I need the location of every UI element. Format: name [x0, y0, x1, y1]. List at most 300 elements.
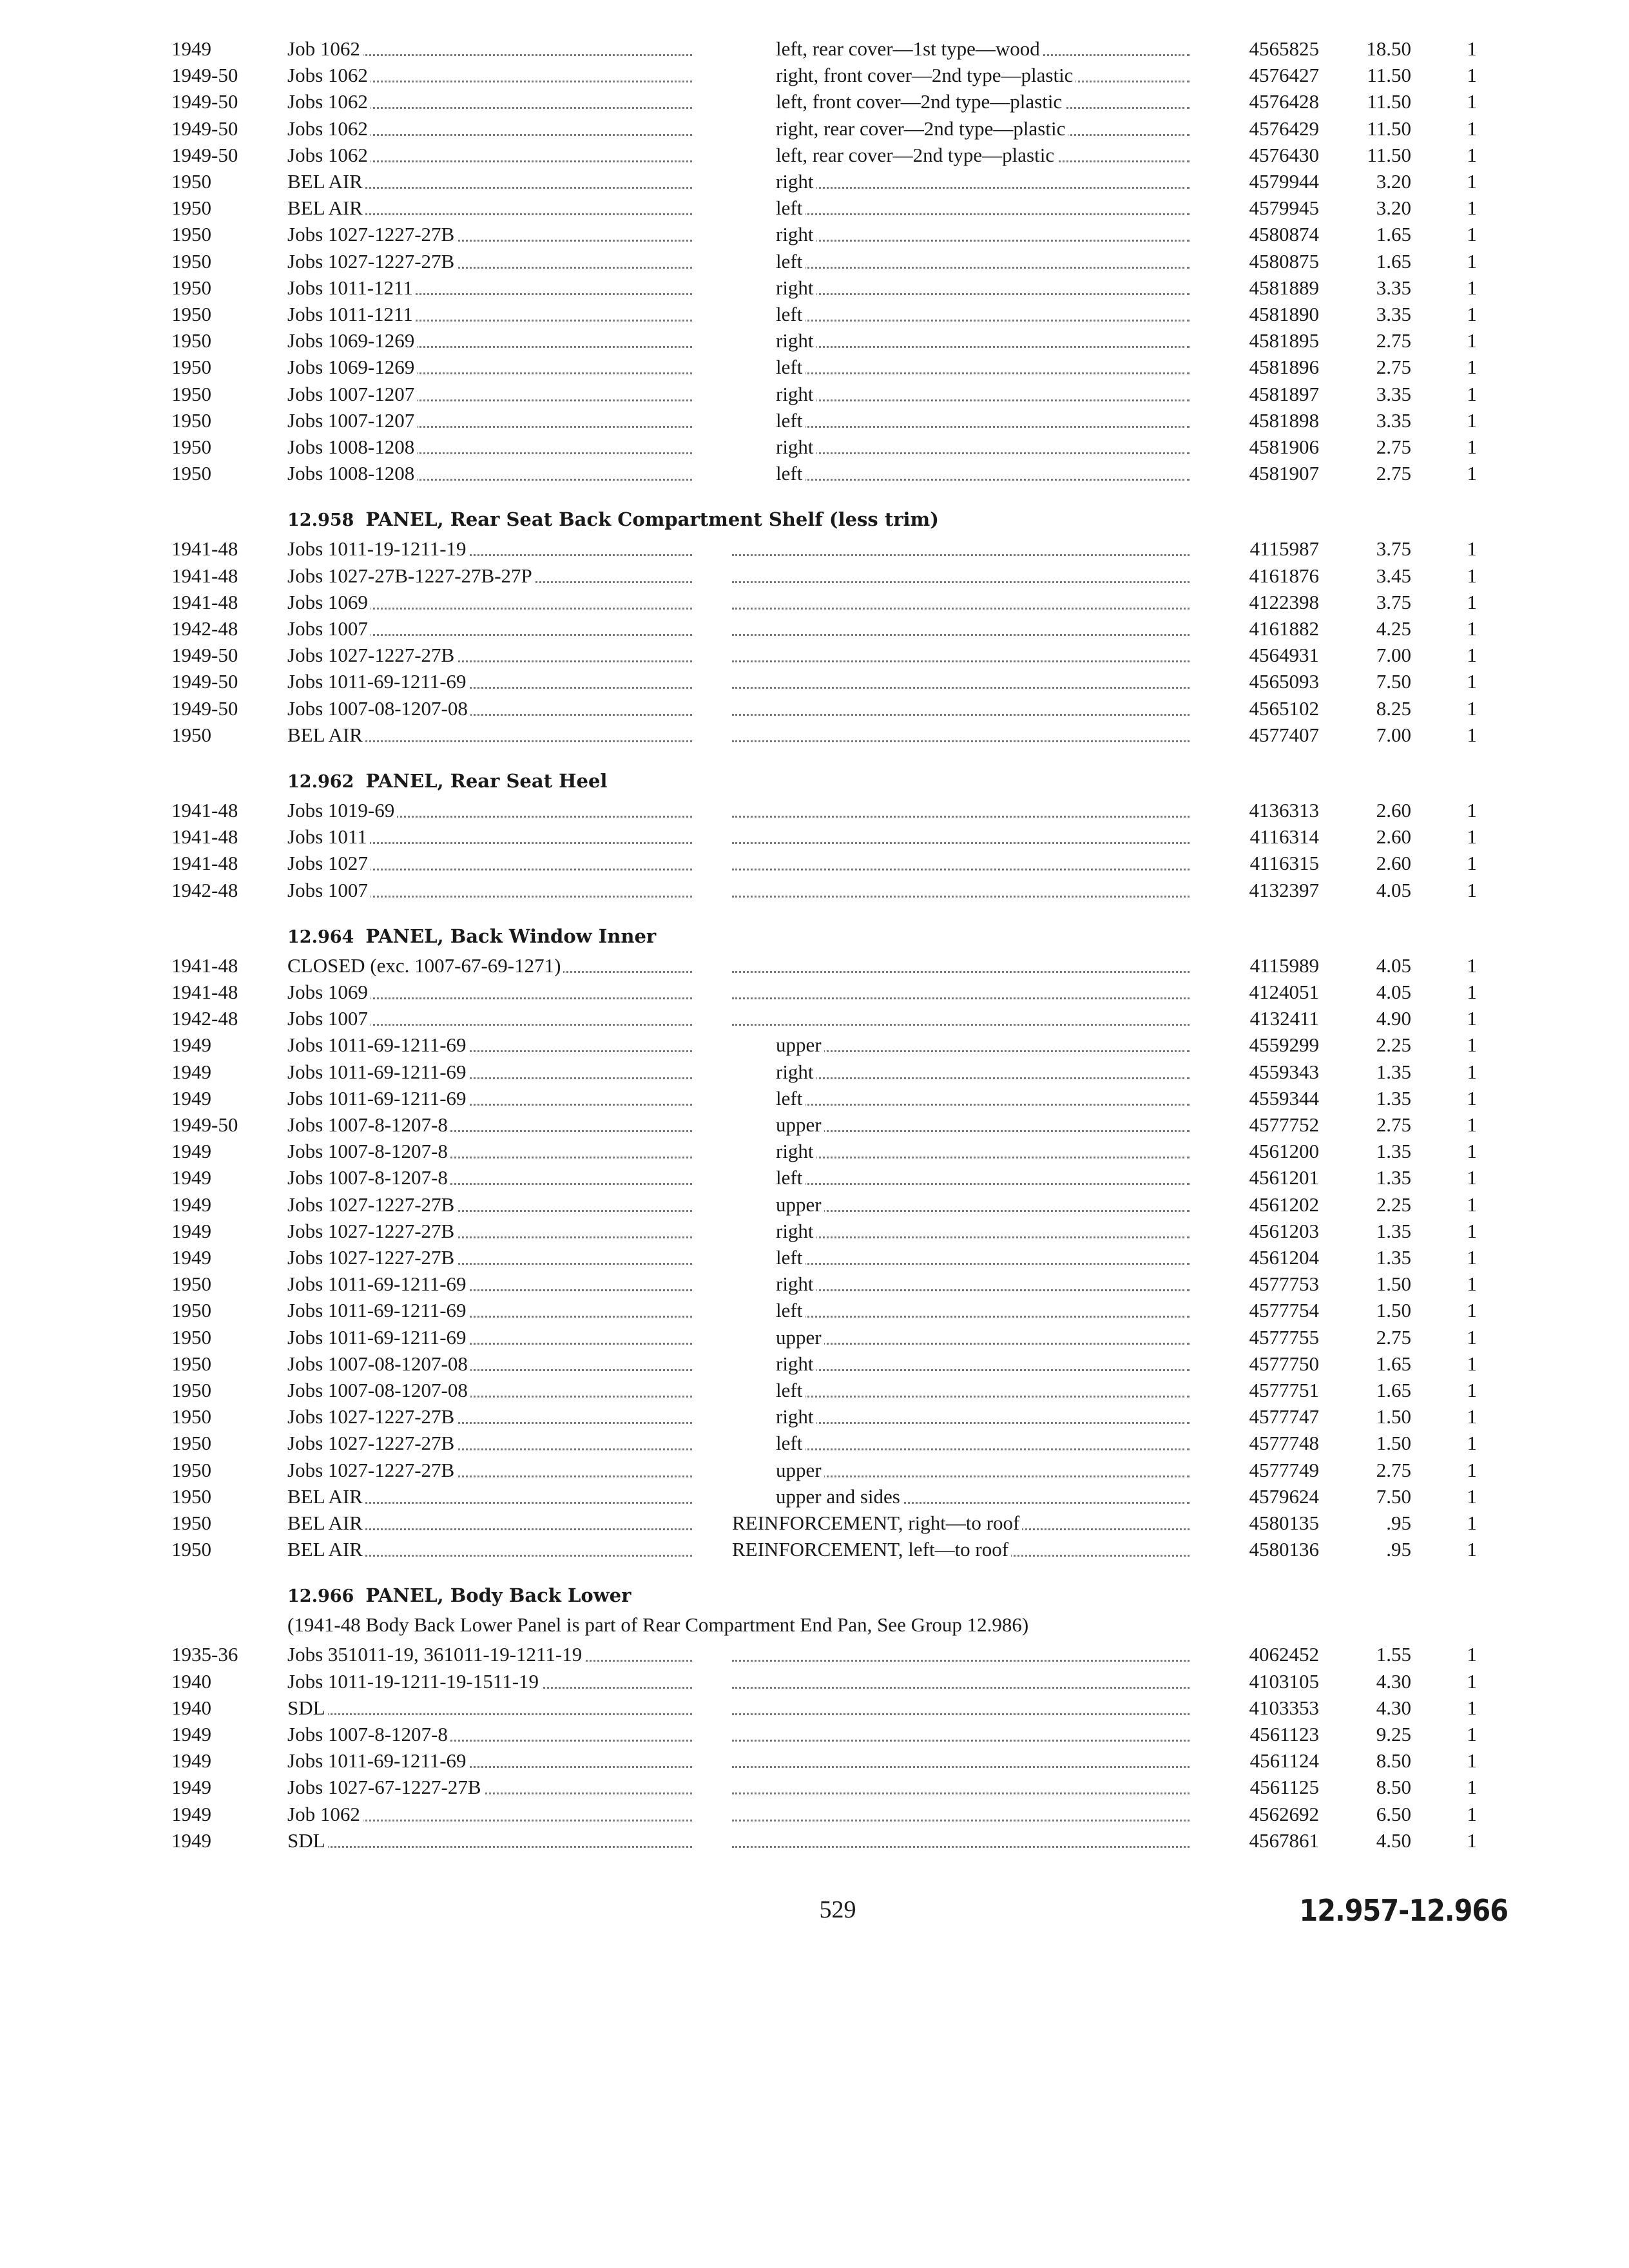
leader-dots — [776, 240, 1190, 242]
part-number-cell: 4062452 — [1249, 1643, 1319, 1666]
description-text: right — [776, 1140, 816, 1162]
quantity-cell: 1 — [1467, 1086, 1477, 1110]
table-row — [0, 1086, 1629, 1111]
price-cell: 1.55 — [1376, 1643, 1411, 1666]
job-text: Jobs 1062 — [287, 64, 371, 86]
quantity-cell: 1 — [1467, 1829, 1477, 1852]
quantity-cell: 1 — [1467, 1643, 1477, 1666]
price-cell: 1.65 — [1376, 1352, 1411, 1375]
part-number-cell: 4577755 — [1249, 1325, 1319, 1349]
quantity-cell: 1 — [1467, 143, 1477, 166]
table-row — [0, 1218, 1629, 1244]
price-cell: 7.50 — [1376, 1485, 1411, 1508]
part-number-cell: 4577749 — [1249, 1458, 1319, 1481]
part-number-cell: 4581895 — [1249, 329, 1319, 352]
price-cell: 3.35 — [1376, 382, 1411, 405]
job-cell — [287, 408, 699, 434]
description-cell — [776, 249, 1196, 274]
year-cell: 1950 — [171, 1485, 211, 1508]
job-cell — [287, 381, 699, 407]
year-cell: 1949 — [171, 1829, 211, 1852]
job-text: Jobs 1062 — [287, 144, 371, 166]
quantity-cell: 1 — [1467, 90, 1477, 113]
year-cell: 1950 — [171, 408, 211, 432]
table-row — [0, 1006, 1629, 1032]
table-row — [0, 1325, 1629, 1350]
part-number-cell: 4116314 — [1249, 825, 1319, 849]
description-cell — [732, 1748, 1196, 1774]
price-cell: 1.35 — [1376, 1166, 1411, 1189]
quantity-cell: 1 — [1467, 117, 1477, 140]
description-text: left, rear cover—1st type—wood — [776, 37, 1043, 60]
price-cell: 8.50 — [1376, 1776, 1411, 1799]
description-cell — [776, 36, 1196, 62]
year-cell: 1949-50 — [171, 90, 238, 113]
job-text: Jobs 1008-1208 — [287, 462, 417, 485]
year-cell: 1941-48 — [171, 590, 238, 613]
part-number-cell: 4580875 — [1249, 249, 1319, 273]
quantity-cell: 1 — [1467, 723, 1477, 746]
description-text: REINFORCEMENT, right—to roof — [732, 1512, 1022, 1534]
year-cell: 1950 — [171, 249, 211, 273]
description-cell — [776, 1139, 1196, 1164]
job-text: Jobs 1007-08-1207-08 — [287, 697, 470, 720]
table-row — [0, 1748, 1629, 1774]
part-number-cell: 4562692 — [1249, 1802, 1319, 1825]
year-cell: 1949 — [171, 1060, 211, 1083]
description-text: left — [776, 250, 805, 273]
leader-dots — [732, 896, 1190, 898]
part-number-cell: 4576428 — [1249, 90, 1319, 113]
description-cell — [776, 1430, 1196, 1456]
leader-dots — [287, 1713, 692, 1715]
job-cell — [287, 1192, 699, 1218]
price-cell: 3.45 — [1376, 564, 1411, 587]
year-cell: 1941-48 — [171, 564, 238, 587]
quantity-cell: 1 — [1467, 1299, 1477, 1322]
part-number-cell: 4577747 — [1249, 1405, 1319, 1428]
table-row — [0, 1457, 1629, 1483]
table-row — [0, 434, 1629, 460]
description-cell — [732, 850, 1196, 876]
year-cell: 1950 — [171, 1299, 211, 1322]
price-cell: 3.75 — [1376, 590, 1411, 613]
table-row — [0, 1642, 1629, 1667]
part-number-cell: 4581897 — [1249, 382, 1319, 405]
job-text: Jobs 1011-1211 — [287, 303, 416, 325]
leader-dots — [776, 452, 1190, 454]
job-text: Jobs 1007-08-1207-08 — [287, 1379, 470, 1401]
job-cell — [287, 1828, 699, 1854]
table-row — [0, 642, 1629, 668]
year-cell: 1949 — [171, 1193, 211, 1216]
job-cell — [287, 195, 699, 221]
job-text: Jobs 351011-19, 361011-19-1211-19 — [287, 1643, 584, 1666]
price-cell: .95 — [1386, 1538, 1411, 1561]
quantity-cell: 1 — [1467, 1219, 1477, 1242]
part-number-cell: 4561200 — [1249, 1140, 1319, 1163]
part-number-cell: 4561123 — [1249, 1723, 1319, 1745]
year-cell: 1950 — [171, 303, 211, 325]
section-title: PANEL, Rear Seat Back Compartment Shelf (less trim) — [365, 508, 939, 531]
description-cell — [776, 195, 1196, 221]
description-cell — [776, 1271, 1196, 1297]
part-number-cell: 4132397 — [1249, 878, 1319, 901]
description-cell — [776, 328, 1196, 354]
leader-dots — [732, 816, 1190, 818]
year-cell: 1949 — [171, 1776, 211, 1799]
leader-dots — [776, 1448, 1190, 1450]
description-cell — [776, 1032, 1196, 1058]
quantity-cell: 1 — [1467, 1325, 1477, 1349]
part-number-cell: 4581896 — [1249, 356, 1319, 379]
part-number-cell: 4580136 — [1249, 1538, 1319, 1561]
quantity-cell: 1 — [1467, 1723, 1477, 1745]
price-cell: 4.50 — [1376, 1829, 1411, 1852]
part-number-cell: 4559299 — [1249, 1033, 1319, 1057]
price-cell: 3.20 — [1376, 170, 1411, 193]
job-cell — [287, 979, 699, 1005]
leader-dots — [776, 1050, 1190, 1052]
part-number-cell: 4561203 — [1249, 1219, 1319, 1242]
leader-dots — [732, 971, 1190, 973]
description-text: left, front cover—2nd type—plastic — [776, 90, 1065, 113]
description-cell — [732, 1722, 1196, 1747]
job-text: Jobs 1011 — [287, 825, 370, 848]
leader-dots — [776, 267, 1190, 269]
job-cell — [287, 1218, 699, 1244]
job-cell — [287, 1457, 699, 1483]
quantity-cell: 1 — [1467, 1113, 1477, 1136]
table-row — [0, 1032, 1629, 1058]
year-cell: 1950 — [171, 1352, 211, 1375]
description-cell — [776, 1192, 1196, 1218]
description-cell — [776, 302, 1196, 327]
description-text: right — [776, 170, 816, 193]
price-cell: 1.50 — [1376, 1432, 1411, 1455]
quantity-cell: 1 — [1467, 1458, 1477, 1481]
job-cell — [287, 590, 699, 615]
description-text: left — [776, 1379, 805, 1401]
part-number-cell: 4577750 — [1249, 1352, 1319, 1375]
leader-dots — [732, 1846, 1190, 1848]
quantity-cell: 1 — [1467, 617, 1477, 640]
price-cell: 2.25 — [1376, 1193, 1411, 1216]
part-number-cell: 4161882 — [1249, 617, 1319, 640]
job-cell — [287, 302, 699, 327]
table-row — [0, 1430, 1629, 1456]
job-cell — [287, 1139, 699, 1164]
job-cell — [287, 1351, 699, 1377]
description-text: upper — [776, 1459, 824, 1481]
year-cell: 1941-48 — [171, 537, 238, 561]
price-cell: 4.30 — [1376, 1669, 1411, 1693]
leader-dots — [776, 346, 1190, 348]
job-cell — [287, 953, 699, 979]
leader-dots — [287, 1846, 692, 1848]
price-cell: 4.05 — [1376, 878, 1411, 901]
description-cell — [732, 878, 1196, 903]
quantity-cell: 1 — [1467, 1749, 1477, 1773]
leader-dots — [776, 1289, 1190, 1291]
quantity-cell: 1 — [1467, 1379, 1477, 1401]
table-row — [0, 1828, 1629, 1854]
job-text: Jobs 1027-67-1227-27B — [287, 1776, 484, 1798]
group-range: 12.957-12.966 — [1299, 1893, 1508, 1928]
table-row — [0, 381, 1629, 407]
price-cell: 1.65 — [1376, 223, 1411, 246]
job-text: Jobs 1007-8-1207-8 — [287, 1113, 450, 1136]
job-text: BEL AIR — [287, 197, 365, 219]
part-number-cell: 4115989 — [1249, 954, 1319, 977]
description-text: right — [776, 383, 816, 405]
table-row — [0, 616, 1629, 642]
job-text: Jobs 1011-69-1211-69 — [287, 1749, 469, 1772]
description-cell — [732, 979, 1196, 1005]
job-cell — [287, 328, 699, 354]
section-number: 12.966 — [287, 1586, 354, 1607]
price-cell: 3.35 — [1376, 276, 1411, 299]
part-number-cell: 4576430 — [1249, 143, 1319, 166]
part-number-cell: 4579945 — [1249, 197, 1319, 220]
job-cell — [287, 1112, 699, 1138]
leader-dots — [732, 608, 1190, 610]
section-number: 12.962 — [287, 772, 354, 792]
job-cell — [287, 62, 699, 88]
description-text: right — [776, 329, 816, 352]
leader-dots — [732, 1024, 1190, 1026]
description-cell — [732, 1669, 1196, 1695]
job-text: Jobs 1027-1227-27B — [287, 1432, 457, 1454]
price-cell: 2.75 — [1376, 356, 1411, 379]
quantity-cell: 1 — [1467, 1246, 1477, 1269]
year-cell: 1949 — [171, 1723, 211, 1745]
job-text: Jobs 1011-69-1211-69 — [287, 1273, 469, 1295]
description-cell — [776, 1484, 1196, 1510]
leader-dots — [732, 740, 1190, 742]
table-row — [0, 169, 1629, 195]
leader-dots — [776, 372, 1190, 374]
year-cell: 1941-48 — [171, 852, 238, 875]
job-cell — [287, 1378, 699, 1403]
table-row — [0, 536, 1629, 562]
part-number-cell: 4565825 — [1249, 37, 1319, 60]
year-cell: 1942-48 — [171, 878, 238, 901]
job-text: SDL — [287, 1696, 328, 1719]
description-text: left — [776, 303, 805, 325]
price-cell: 1.65 — [1376, 249, 1411, 273]
quantity-cell: 1 — [1467, 303, 1477, 325]
year-cell: 1950 — [171, 276, 211, 299]
leader-dots — [776, 1130, 1190, 1132]
leader-dots — [732, 714, 1190, 716]
description-cell — [776, 434, 1196, 460]
description-cell — [732, 1537, 1196, 1562]
quantity-cell: 1 — [1467, 1166, 1477, 1189]
description-cell — [732, 1802, 1196, 1827]
job-cell — [287, 616, 699, 642]
quantity-cell: 1 — [1467, 644, 1477, 667]
section-heading — [287, 506, 939, 533]
description-text: right, rear cover—2nd type—plastic — [776, 117, 1068, 140]
leader-dots — [732, 1687, 1190, 1689]
table-row — [0, 1112, 1629, 1138]
year-cell: 1949-50 — [171, 697, 238, 720]
part-number-cell: 4577754 — [1249, 1299, 1319, 1322]
job-cell — [287, 1802, 699, 1827]
job-text: Jobs 1027-1227-27B — [287, 1220, 457, 1242]
job-cell — [287, 824, 699, 850]
job-text: Jobs 1011-69-1211-69 — [287, 1299, 469, 1321]
year-cell: 1949-50 — [171, 117, 238, 140]
year-cell: 1942-48 — [171, 1007, 238, 1030]
job-text: Jobs 1069 — [287, 591, 371, 613]
year-cell: 1950 — [171, 1273, 211, 1296]
price-cell: 4.30 — [1376, 1696, 1411, 1719]
description-text: right, front cover—2nd type—plastic — [776, 64, 1075, 86]
leader-dots — [776, 1396, 1190, 1398]
section-note: (1941-48 Body Back Lower Panel is part of Rear Compartment End Pan, See Group 12.986) — [287, 1613, 1029, 1637]
table-row — [0, 354, 1629, 380]
part-number-cell: 4580874 — [1249, 223, 1319, 246]
job-text: Jobs 1062 — [287, 90, 371, 113]
job-text: BEL AIR — [287, 170, 365, 193]
part-number-cell: 4561125 — [1249, 1776, 1319, 1799]
price-cell: 2.75 — [1376, 436, 1411, 458]
job-text: Jobs 1011-69-1211-69 — [287, 1033, 469, 1056]
leader-dots — [776, 426, 1190, 428]
job-cell — [287, 696, 699, 722]
table-row — [0, 1245, 1629, 1271]
table-row — [0, 1537, 1629, 1562]
description-cell — [776, 169, 1196, 195]
part-number-cell: 4561204 — [1249, 1246, 1319, 1269]
table-row — [0, 563, 1629, 589]
year-cell: 1950 — [171, 329, 211, 352]
year-cell: 1950 — [171, 436, 211, 458]
year-cell: 1949-50 — [171, 670, 238, 693]
price-cell: 4.90 — [1376, 1007, 1411, 1030]
description-text: right — [776, 1061, 816, 1083]
year-cell: 1940 — [171, 1696, 211, 1719]
quantity-cell: 1 — [1467, 382, 1477, 405]
price-cell: 8.25 — [1376, 697, 1411, 720]
price-cell: 9.25 — [1376, 1723, 1411, 1745]
table-row — [0, 722, 1629, 748]
description-cell — [732, 722, 1196, 748]
job-cell — [287, 1695, 699, 1721]
job-text: Jobs 1027-1227-27B — [287, 1459, 457, 1481]
description-cell — [776, 1112, 1196, 1138]
table-row — [0, 89, 1629, 115]
leader-dots — [776, 1157, 1190, 1158]
leader-dots — [776, 1369, 1190, 1371]
part-number-cell: 4577407 — [1249, 723, 1319, 746]
quantity-cell: 1 — [1467, 249, 1477, 273]
year-cell: 1949 — [171, 1033, 211, 1057]
price-cell: 4.05 — [1376, 981, 1411, 1003]
leader-dots — [776, 187, 1190, 189]
description-text: left — [776, 197, 805, 219]
year-cell: 1949 — [171, 1802, 211, 1825]
description-cell — [776, 1218, 1196, 1244]
description-cell — [732, 642, 1196, 668]
price-cell: 1.50 — [1376, 1299, 1411, 1322]
part-number-cell: 4579944 — [1249, 170, 1319, 193]
job-cell — [287, 1537, 699, 1562]
part-number-cell: 4581907 — [1249, 462, 1319, 485]
table-row — [0, 590, 1629, 615]
description-cell — [776, 381, 1196, 407]
year-cell: 1941-48 — [171, 954, 238, 977]
job-text: Jobs 1007-8-1207-8 — [287, 1166, 450, 1189]
description-cell — [732, 1006, 1196, 1032]
price-cell: 1.35 — [1376, 1219, 1411, 1242]
year-cell: 1950 — [171, 1405, 211, 1428]
description-text: left — [776, 1432, 805, 1454]
price-cell: 3.75 — [1376, 537, 1411, 561]
part-number-cell: 4579624 — [1249, 1485, 1319, 1508]
table-row — [0, 878, 1629, 903]
job-text: Jobs 1011-69-1211-69 — [287, 1061, 469, 1083]
price-cell: 2.25 — [1376, 1033, 1411, 1057]
quantity-cell: 1 — [1467, 954, 1477, 977]
quantity-cell: 1 — [1467, 1696, 1477, 1719]
year-cell: 1950 — [171, 356, 211, 379]
job-cell — [287, 1325, 699, 1350]
quantity-cell: 1 — [1467, 64, 1477, 87]
part-number-cell: 4581898 — [1249, 408, 1319, 432]
quantity-cell: 1 — [1467, 537, 1477, 561]
part-number-cell: 4559343 — [1249, 1060, 1319, 1083]
description-text: upper — [776, 1033, 824, 1056]
description-cell — [732, 563, 1196, 589]
description-cell — [776, 1351, 1196, 1377]
price-cell: 11.50 — [1367, 90, 1411, 113]
part-number-cell: 4103105 — [1249, 1669, 1319, 1693]
section-number: 12.964 — [287, 927, 354, 947]
description-cell — [776, 1086, 1196, 1111]
job-cell — [287, 142, 699, 168]
job-cell — [287, 1298, 699, 1323]
description-cell — [776, 1245, 1196, 1271]
description-text: left — [776, 1166, 805, 1189]
price-cell: 8.50 — [1376, 1749, 1411, 1773]
price-cell: 11.50 — [1367, 64, 1411, 87]
quantity-cell: 1 — [1467, 436, 1477, 458]
leader-dots — [732, 1713, 1190, 1715]
job-cell — [287, 434, 699, 460]
job-text: Jobs 1007 — [287, 879, 371, 901]
job-cell — [287, 1086, 699, 1111]
price-cell: 1.65 — [1376, 1379, 1411, 1401]
table-row — [0, 1192, 1629, 1218]
table-row — [0, 461, 1629, 486]
quantity-cell: 1 — [1467, 878, 1477, 901]
job-cell — [287, 249, 699, 274]
job-cell — [287, 169, 699, 195]
leader-dots — [776, 1475, 1190, 1477]
job-cell — [287, 1271, 699, 1297]
price-cell: 2.75 — [1376, 1325, 1411, 1349]
price-cell: 4.25 — [1376, 617, 1411, 640]
description-cell — [732, 536, 1196, 562]
part-number-cell: 4124051 — [1249, 981, 1319, 1003]
description-cell — [732, 669, 1196, 695]
table-row — [0, 669, 1629, 695]
description-cell — [732, 1510, 1196, 1536]
job-text: Jobs 1069-1269 — [287, 356, 417, 378]
